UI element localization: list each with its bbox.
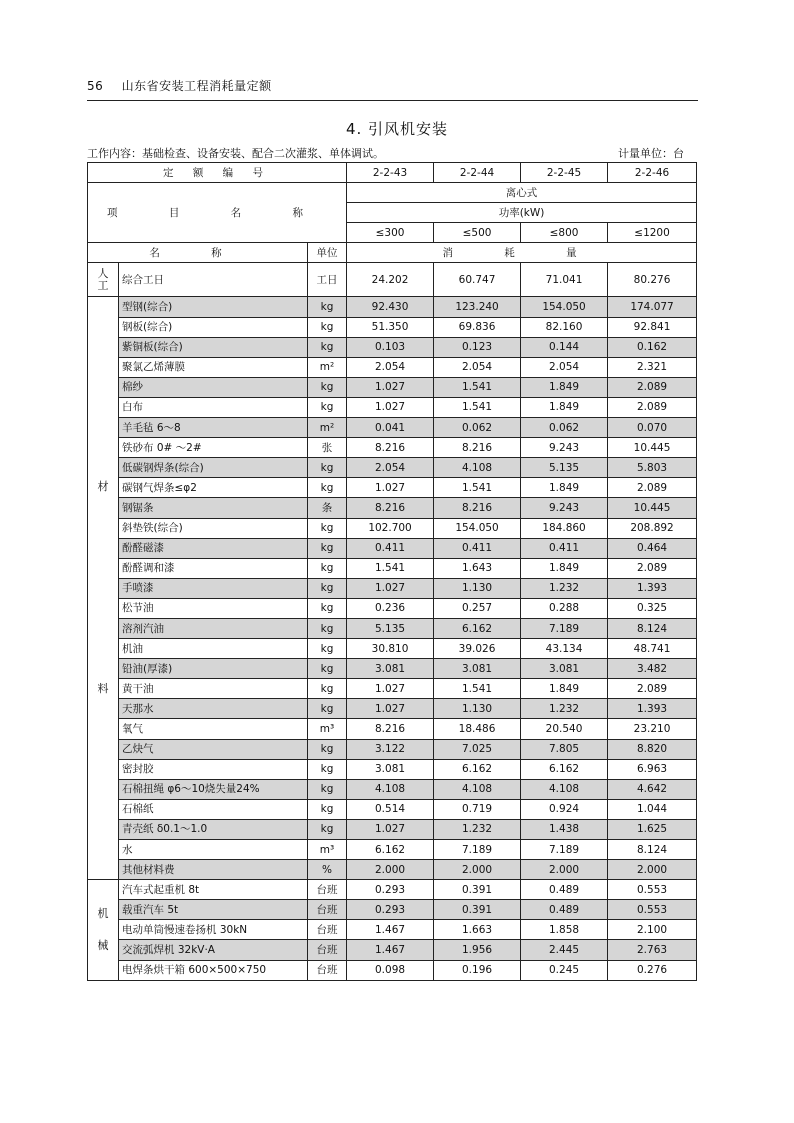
consumption-value: 1.849: [521, 377, 608, 397]
table-row: [88, 397, 697, 417]
consumption-value: 1.849: [521, 397, 608, 417]
consumption-value: 2.000: [434, 860, 521, 880]
resource-unit: kg: [308, 377, 347, 397]
resource-name: 酚醛磁漆: [119, 538, 308, 558]
table-row: [88, 578, 697, 598]
consumption-value: 7.189: [521, 618, 608, 638]
consumption-value: 0.489: [521, 880, 608, 900]
table-row: [88, 779, 697, 799]
quota-code: 2-2-43: [347, 163, 434, 183]
consumption-value: 1.232: [521, 578, 608, 598]
table-row: [88, 819, 697, 839]
consumption-value: 1.438: [521, 819, 608, 839]
resource-name: 聚氯乙烯薄膜: [119, 357, 308, 377]
resource-name: 乙炔气: [119, 739, 308, 759]
resource-unit: 台班: [308, 920, 347, 940]
consumption-value: 7.805: [521, 739, 608, 759]
consumption-value: 1.027: [347, 478, 434, 498]
consumption-value: 20.540: [521, 719, 608, 739]
column-header-row: [88, 243, 697, 263]
resource-name: 电动单筒慢速卷扬机 30kN: [119, 920, 308, 940]
consumption-value: 6.162: [434, 759, 521, 779]
category-char: 械: [97, 938, 109, 952]
category-cell: [88, 297, 119, 880]
consumption-value: 3.122: [347, 739, 434, 759]
resource-unit: m³: [308, 719, 347, 739]
resource-unit: kg: [308, 558, 347, 578]
consumption-value: 1.849: [521, 558, 608, 578]
consumption-value: 1.027: [347, 397, 434, 417]
resource-unit: 条: [308, 498, 347, 518]
consumption-value: 48.741: [608, 639, 697, 659]
resource-name: 钢锯条: [119, 498, 308, 518]
consumption-value: 0.276: [608, 960, 697, 980]
resource-name: 交流弧焊机 32kV·A: [119, 940, 308, 960]
resource-name: 铁砂布 0# ～2#: [119, 438, 308, 458]
resource-unit: kg: [308, 538, 347, 558]
resource-unit: kg: [308, 739, 347, 759]
table-row: [88, 317, 697, 337]
table-row: [88, 418, 697, 438]
category-char: 人: [97, 266, 109, 280]
resource-name: 羊毛毡 6～8: [119, 418, 308, 438]
consumption-value: 8.216: [347, 719, 434, 739]
consumption-value: 1.541: [434, 397, 521, 417]
fan-type: 离心式: [347, 183, 697, 203]
consumption-value: 2.089: [608, 478, 697, 498]
consumption-value: 7.189: [521, 840, 608, 860]
section-title: 4. 引风机安装: [345, 120, 449, 138]
consumption-value: 0.103: [347, 337, 434, 357]
consumption-value: 0.411: [347, 538, 434, 558]
consumption-value: 1.130: [434, 578, 521, 598]
consumption-value: 2.000: [347, 860, 434, 880]
resource-name: 天那水: [119, 699, 308, 719]
consumption-value: 0.553: [608, 900, 697, 920]
consumption-value: 8.820: [608, 739, 697, 759]
resource-unit: kg: [308, 799, 347, 819]
consumption-value: 2.089: [608, 377, 697, 397]
resource-unit: kg: [308, 779, 347, 799]
quota-code: 2-2-45: [521, 163, 608, 183]
table-row: [88, 739, 697, 759]
resource-name: 石棉纸: [119, 799, 308, 819]
resource-name: 密封胶: [119, 759, 308, 779]
consumption-value: 0.041: [347, 418, 434, 438]
resource-name: 其他材料费: [119, 860, 308, 880]
resource-unit: 台班: [308, 900, 347, 920]
resource-name: 斜垫铁(综合): [119, 518, 308, 538]
consumption-value: 0.411: [434, 538, 521, 558]
consumption-value: 0.288: [521, 598, 608, 618]
consumption-value: 5.803: [608, 458, 697, 478]
consumption-value: 208.892: [608, 518, 697, 538]
resource-unit: kg: [308, 598, 347, 618]
consumption-value: 4.108: [434, 458, 521, 478]
consumption-value: 0.293: [347, 900, 434, 920]
consumption-value: 174.077: [608, 297, 697, 317]
consumption-value: 0.196: [434, 960, 521, 980]
consumption-value: 2.445: [521, 940, 608, 960]
work-content: 工作内容：基础检查、设备安装、配合二次灌浆、单体调试。: [87, 147, 384, 160]
consumption-value: 39.026: [434, 639, 521, 659]
table-row: [88, 759, 697, 779]
resource-name: 碳钢气焊条≤φ2: [119, 478, 308, 498]
quota-code-row: [88, 163, 697, 183]
consumption-value: 92.841: [608, 317, 697, 337]
resource-unit: 张: [308, 438, 347, 458]
consumption-value: 1.849: [521, 679, 608, 699]
consumption-value: 5.135: [521, 458, 608, 478]
table-row: [88, 900, 697, 920]
consumption-value: 2.000: [521, 860, 608, 880]
category-char: 材: [97, 480, 109, 494]
consumption-value: 1.643: [434, 558, 521, 578]
consumption-value: 3.081: [347, 759, 434, 779]
consumption-value: 3.081: [347, 659, 434, 679]
consumption-value: 0.123: [434, 337, 521, 357]
consumption-value: 3.081: [434, 659, 521, 679]
consumption-value: 0.464: [608, 538, 697, 558]
consumption-value: 4.108: [434, 779, 521, 799]
resource-name: 水: [119, 840, 308, 860]
resource-unit: 工日: [308, 263, 347, 297]
resource-unit: 台班: [308, 960, 347, 980]
consumption-value: 0.489: [521, 900, 608, 920]
power-range: ≤500: [434, 223, 521, 243]
consumption-value: 2.100: [608, 920, 697, 940]
consumption-value: 4.108: [347, 779, 434, 799]
category-char: 机: [97, 906, 109, 920]
consumption-value: 0.162: [608, 337, 697, 357]
table-row: [88, 799, 697, 819]
consumption-value: 0.325: [608, 598, 697, 618]
table-row: [88, 438, 697, 458]
resource-name: 机油: [119, 639, 308, 659]
consumption-value: 1.541: [347, 558, 434, 578]
consumption-value: 51.350: [347, 317, 434, 337]
resource-name: 电焊条烘干箱 600×500×750: [119, 960, 308, 980]
resource-unit: kg: [308, 297, 347, 317]
consumption-value: 43.134: [521, 639, 608, 659]
consumption-value: 6.162: [521, 759, 608, 779]
table-row: [88, 659, 697, 679]
consumption-value: 0.236: [347, 598, 434, 618]
consumption-value: 0.411: [521, 538, 608, 558]
consumption-value: 3.081: [521, 659, 608, 679]
consumption-value: 0.062: [521, 418, 608, 438]
table-row: [88, 880, 697, 900]
consumption-value: 0.719: [434, 799, 521, 819]
category-cell: [88, 880, 119, 980]
resource-name: 综合工日: [119, 263, 308, 297]
consumption-value: 2.054: [521, 357, 608, 377]
table-row: [88, 960, 697, 980]
consumption-value: 2.089: [608, 558, 697, 578]
consumption-value: 6.963: [608, 759, 697, 779]
consumption-value: 2.054: [347, 458, 434, 478]
consumption-value: 2.089: [608, 679, 697, 699]
quota-code-label: 定 额 编 号: [88, 163, 347, 183]
table-row: [88, 458, 697, 478]
consumption-value: 69.836: [434, 317, 521, 337]
consumption-value: 71.041: [521, 263, 608, 297]
resource-name: 汽车式起重机 8t: [119, 880, 308, 900]
type-row: [88, 183, 697, 203]
resource-unit: kg: [308, 639, 347, 659]
table-row: [88, 498, 697, 518]
consumption-value: 1.027: [347, 578, 434, 598]
consumption-value: 2.054: [347, 357, 434, 377]
consumption-value: 0.098: [347, 960, 434, 980]
table-row: [88, 719, 697, 739]
item-name-label: 项 目 名 称: [88, 183, 347, 243]
resource-name: 白布: [119, 397, 308, 417]
resource-name: 氧气: [119, 719, 308, 739]
consumption-value: 2.089: [608, 397, 697, 417]
consumption-value: 4.642: [608, 779, 697, 799]
resource-unit: kg: [308, 578, 347, 598]
consumption-value: 10.445: [608, 438, 697, 458]
table-row: [88, 840, 697, 860]
resource-unit: kg: [308, 679, 347, 699]
table-row: [88, 639, 697, 659]
resource-name: 石棉扭绳 φ6～10烧失量24%: [119, 779, 308, 799]
consumption-value: 1.027: [347, 377, 434, 397]
table-row: [88, 618, 697, 638]
unit-header: 单位: [308, 243, 347, 263]
consumption-value: 1.467: [347, 940, 434, 960]
resource-unit: m³: [308, 840, 347, 860]
category-char: 工: [97, 278, 109, 292]
consumption-value: 1.393: [608, 578, 697, 598]
resource-name: 酚醛调和漆: [119, 558, 308, 578]
consumption-value: 8.216: [434, 498, 521, 518]
table-row: [88, 598, 697, 618]
resource-unit: kg: [308, 659, 347, 679]
table-row: [88, 377, 697, 397]
consumption-value: 1.027: [347, 679, 434, 699]
consumption-value: 0.245: [521, 960, 608, 980]
consumption-value: 0.391: [434, 900, 521, 920]
consumption-value: 9.243: [521, 438, 608, 458]
consumption-value: 0.391: [434, 880, 521, 900]
name-header: 名 称: [88, 243, 308, 263]
consumption-value: 1.232: [434, 819, 521, 839]
resource-name: 棉纱: [119, 377, 308, 397]
consumption-value: 1.232: [521, 699, 608, 719]
consumption-value: 0.553: [608, 880, 697, 900]
consumption-value: 6.162: [434, 618, 521, 638]
resource-name: 紫铜板(综合): [119, 337, 308, 357]
category-cell: [88, 263, 119, 297]
consumption-value: 10.445: [608, 498, 697, 518]
table-row: [88, 478, 697, 498]
consumption-value: 6.162: [347, 840, 434, 860]
consumption-value: 1.541: [434, 478, 521, 498]
resource-unit: kg: [308, 337, 347, 357]
resource-unit: kg: [308, 759, 347, 779]
consumption-value: 1.625: [608, 819, 697, 839]
consumption-value: 2.000: [608, 860, 697, 880]
resource-unit: 台班: [308, 880, 347, 900]
consumption-value: 123.240: [434, 297, 521, 317]
power-param: 功率(kW): [347, 203, 697, 223]
consumption-value: 2.321: [608, 357, 697, 377]
consumption-value: 1.858: [521, 920, 608, 940]
consumption-value: 1.849: [521, 478, 608, 498]
consumption-value: 82.160: [521, 317, 608, 337]
consumption-value: 60.747: [434, 263, 521, 297]
consumption-value: 1.541: [434, 377, 521, 397]
resource-unit: kg: [308, 458, 347, 478]
consumption-value: 0.924: [521, 799, 608, 819]
consumption-value: 4.108: [521, 779, 608, 799]
consumption-value: 30.810: [347, 639, 434, 659]
table-row: [88, 518, 697, 538]
consumption-value: 18.486: [434, 719, 521, 739]
category-char: 料: [97, 682, 109, 696]
consumption-value: 154.050: [521, 297, 608, 317]
table-row: [88, 297, 697, 317]
resource-name: 载重汽车 5t: [119, 900, 308, 920]
consumption-value: 154.050: [434, 518, 521, 538]
consumption-value: 1.663: [434, 920, 521, 940]
consumption-header: 消 耗 量: [347, 243, 697, 263]
resource-unit: m²: [308, 357, 347, 377]
consumption-value: 7.025: [434, 739, 521, 759]
resource-name: 钢板(综合): [119, 317, 308, 337]
table-row: [88, 920, 697, 940]
consumption-value: 1.541: [434, 679, 521, 699]
table-row: [88, 940, 697, 960]
table-row: [88, 558, 697, 578]
consumption-value: 24.202: [347, 263, 434, 297]
quota-code: 2-2-46: [608, 163, 697, 183]
consumption-value: 1.130: [434, 699, 521, 719]
resource-unit: %: [308, 860, 347, 880]
table-row: [88, 337, 697, 357]
resource-name: 松节油: [119, 598, 308, 618]
consumption-value: 0.514: [347, 799, 434, 819]
power-range: ≤300: [347, 223, 434, 243]
resource-name: 青壳纸 δ0.1～1.0: [119, 819, 308, 839]
consumption-value: 0.144: [521, 337, 608, 357]
consumption-value: 0.062: [434, 418, 521, 438]
resource-unit: m²: [308, 418, 347, 438]
table-row: [88, 263, 697, 297]
power-range: ≤1200: [608, 223, 697, 243]
consumption-value: 0.257: [434, 598, 521, 618]
book-title: 山东省安装工程消耗量定额: [121, 79, 272, 93]
quota-code: 2-2-44: [434, 163, 521, 183]
resource-unit: kg: [308, 518, 347, 538]
table-row: [88, 357, 697, 377]
consumption-value: 5.135: [347, 618, 434, 638]
consumption-value: 3.482: [608, 659, 697, 679]
consumption-value: 7.189: [434, 840, 521, 860]
power-range: ≤800: [521, 223, 608, 243]
resource-name: 型钢(综合): [119, 297, 308, 317]
consumption-value: 1.027: [347, 819, 434, 839]
consumption-value: 9.243: [521, 498, 608, 518]
resource-unit: kg: [308, 618, 347, 638]
consumption-value: 1.956: [434, 940, 521, 960]
consumption-value: 2.054: [434, 357, 521, 377]
consumption-value: 1.393: [608, 699, 697, 719]
consumption-value: 0.070: [608, 418, 697, 438]
table-row: [88, 860, 697, 880]
resource-name: 低碳钢焊条(综合): [119, 458, 308, 478]
consumption-value: 8.216: [347, 498, 434, 518]
consumption-value: 23.210: [608, 719, 697, 739]
consumption-value: 0.293: [347, 880, 434, 900]
consumption-value: 1.027: [347, 699, 434, 719]
consumption-value: 2.763: [608, 940, 697, 960]
consumption-value: 8.124: [608, 840, 697, 860]
resource-name: 黄干油: [119, 679, 308, 699]
resource-unit: kg: [308, 397, 347, 417]
consumption-value: 8.216: [434, 438, 521, 458]
running-header: [87, 77, 272, 94]
consumption-value: 102.700: [347, 518, 434, 538]
resource-name: 铅油(厚漆): [119, 659, 308, 679]
resource-unit: 台班: [308, 940, 347, 960]
page-number: 56: [87, 79, 104, 93]
table-row: [88, 538, 697, 558]
consumption-value: 92.430: [347, 297, 434, 317]
table-row: [88, 679, 697, 699]
consumption-value: 80.276: [608, 263, 697, 297]
consumption-value: 8.216: [347, 438, 434, 458]
quota-table: [87, 162, 697, 981]
consumption-value: 184.860: [521, 518, 608, 538]
table-row: [88, 699, 697, 719]
resource-name: 溶剂汽油: [119, 618, 308, 638]
resource-unit: kg: [308, 819, 347, 839]
resource-unit: kg: [308, 699, 347, 719]
resource-unit: kg: [308, 317, 347, 337]
resource-unit: kg: [308, 478, 347, 498]
consumption-value: 1.467: [347, 920, 434, 940]
resource-name: 手喷漆: [119, 578, 308, 598]
header-rule: [87, 100, 698, 101]
consumption-value: 8.124: [608, 618, 697, 638]
unit-note: 计量单位：台: [618, 147, 684, 160]
consumption-value: 1.044: [608, 799, 697, 819]
